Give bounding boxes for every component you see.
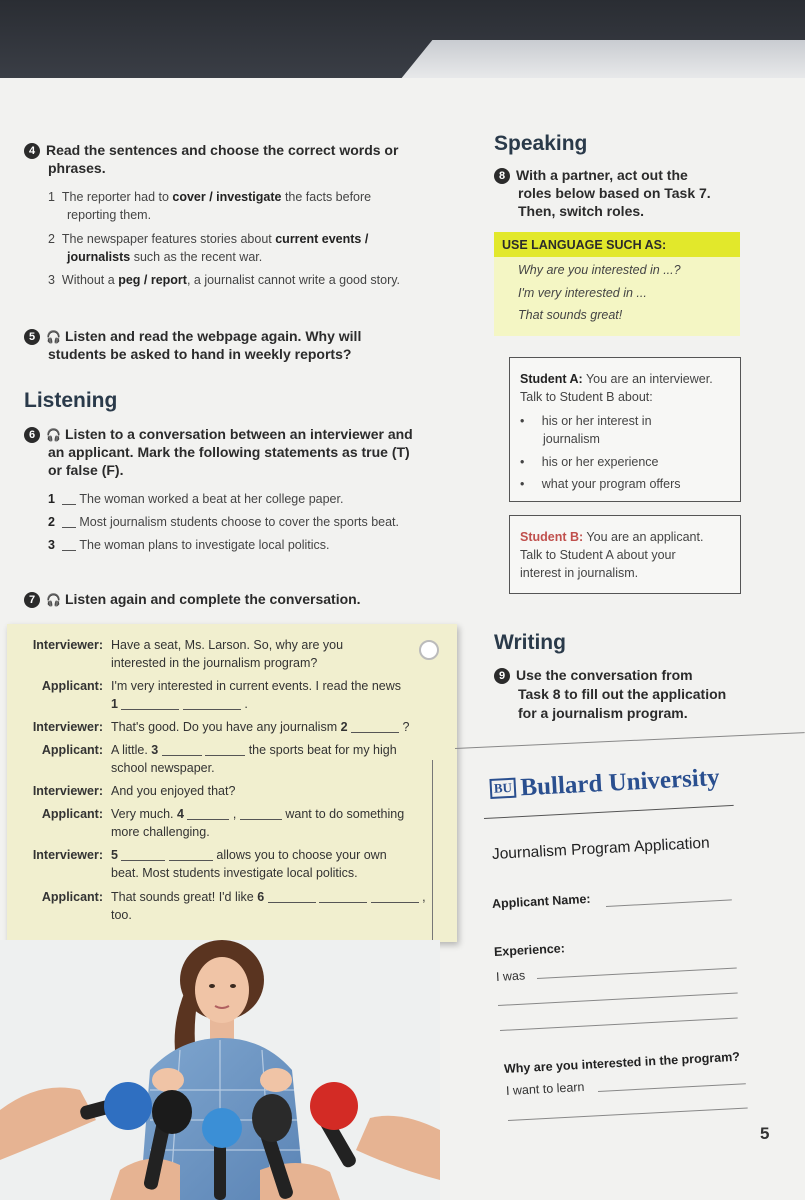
bullet-icon: • — [520, 455, 525, 469]
task8-line3: Then, switch roles. — [518, 203, 645, 219]
task6-line2: an applicant. Mark the following statements as true (T) — [48, 444, 410, 460]
page-fold — [400, 40, 805, 80]
form-title: Journalism Program Application — [491, 834, 711, 863]
mic-handle — [214, 1140, 226, 1200]
statement-1[interactable]: 1 The woman worked a beat at her college paper. — [48, 492, 344, 506]
task4-item-2-line2: journalists such as the recent war. — [67, 250, 263, 264]
task6-number: 6 — [24, 427, 40, 443]
experience-start: I was — [495, 968, 526, 984]
listening-heading: Listening — [24, 389, 118, 412]
headphones-icon: 🎧 — [46, 428, 61, 442]
speaker-applicant: Applicant: — [41, 679, 103, 693]
language-box-title: USE LANGUAGE SUCH AS: — [502, 238, 667, 252]
speaker-interviewer: Interviewer: — [32, 638, 103, 652]
language-box — [494, 232, 740, 336]
speaking-heading: Speaking — [494, 132, 588, 155]
microphone-blue-icon — [104, 1082, 152, 1130]
task9-number: 9 — [494, 668, 510, 684]
task8-line2: roles below based on Task 7. — [518, 185, 711, 201]
student-b-box: Student B: You are an applicant. Talk to Student A about your interest in journalism. — [509, 515, 741, 594]
conv-line: too. — [111, 908, 132, 922]
eye-right — [230, 984, 236, 988]
task4-instruction: 4 Read the sentences and choose the correct words or — [24, 141, 398, 160]
why-start: I want to learn — [505, 1079, 585, 1098]
microphone-lightblue-icon — [202, 1108, 242, 1148]
task7-instruction: 7 🎧 Listen again and complete the conversation. — [24, 590, 361, 610]
speaker-interviewer: Interviewer: — [32, 720, 103, 734]
conv-line: interested in the journalism program? — [111, 656, 318, 670]
task7-number: 7 — [24, 592, 40, 608]
task6-instruction: 6 🎧 Listen to a conversation between an interviewer and — [24, 425, 413, 445]
blank-1[interactable]: 1 . — [111, 697, 248, 711]
task9-instruction: 9 Use the conversation from — [494, 666, 693, 685]
task8-instruction: 8 With a partner, act out the — [494, 166, 688, 185]
blank-6[interactable]: That sounds great! I'd like 6 , — [111, 890, 426, 904]
bu-logo-icon: BU — [489, 778, 516, 799]
face — [195, 957, 249, 1023]
university-name: Bullard University — [519, 763, 721, 802]
top-dark-band — [0, 0, 805, 80]
task6-line3: or false (F). — [48, 462, 124, 478]
conv-line: And you enjoyed that? — [111, 784, 236, 798]
hand-left — [152, 1068, 184, 1092]
task4-item-2: 2 The newspaper features stories about current events / — [48, 232, 369, 246]
speaker-interviewer: Interviewer: — [32, 848, 103, 862]
task4-instruction-line2: phrases. — [48, 160, 106, 176]
applicant-name-label: Applicant Name: — [491, 891, 591, 911]
student-a-box: Student A: You are an interviewer. Talk to Student B about: • his or her interest in journalism • his or her experience • what your program offers — [509, 357, 741, 502]
headphones-icon: 🎧 — [46, 593, 61, 607]
task5-number: 5 — [24, 329, 40, 345]
conv-line: school newspaper. — [111, 761, 215, 775]
note-hole-icon — [419, 640, 439, 660]
blank-5[interactable]: 5 allows you to choose your own — [111, 848, 387, 862]
speaker-applicant: Applicant: — [41, 743, 103, 757]
experience-label: Experience: — [493, 941, 566, 959]
press-interview-photo — [0, 940, 440, 1200]
speaker-applicant: Applicant: — [41, 890, 103, 904]
task4-item-1: 1 The reporter had to cover / investigate the facts before — [48, 190, 372, 204]
conv-line: Have a seat, Ms. Larson. So, why are you — [111, 638, 344, 652]
task9-line3: for a journalism program. — [518, 705, 688, 721]
task5-instruction-line2: students be asked to hand in weekly reports? — [48, 346, 352, 362]
why-label: Why are you interested in the program? — [503, 1049, 741, 1076]
phrase: I'm very interested in ... — [518, 286, 647, 300]
blank-3[interactable]: A little. 3 the sports beat for my high — [111, 743, 397, 757]
conversation-note — [7, 624, 457, 942]
hand-right — [260, 1068, 292, 1092]
task4-item-3: 3 Without a peg / report, a journalist cannot write a good story. — [48, 273, 401, 287]
blank-4[interactable]: Very much. 4 , want to do something — [111, 807, 405, 821]
conv-line: I'm very interested in current events. I read the news — [111, 679, 402, 693]
conv-line: beat. Most students investigate local politics. — [111, 866, 358, 880]
statement-2[interactable]: 2 Most journalism students choose to cover the sports beat. — [48, 515, 399, 529]
microphone-black-icon — [152, 1090, 192, 1134]
speaker-applicant: Applicant: — [41, 807, 103, 821]
task8-number: 8 — [494, 168, 510, 184]
microphone-red-icon — [310, 1082, 358, 1130]
phrase: That sounds great! — [518, 308, 623, 322]
page-number: 5 — [760, 1124, 770, 1143]
speaker-interviewer: Interviewer: — [32, 784, 103, 798]
writing-heading: Writing — [494, 631, 566, 654]
conv-line: more challenging. — [111, 825, 210, 839]
task9-line2: Task 8 to fill out the application — [518, 686, 727, 702]
phrase: Why are you interested in ...? — [518, 263, 681, 277]
bullet-icon: • — [520, 477, 525, 491]
task4-item-1-line2: reporting them. — [67, 208, 152, 222]
task4-number: 4 — [24, 143, 40, 159]
bullet-icon: • — [520, 414, 525, 428]
task5-instruction: 5 🎧 Listen and read the webpage again. Why will — [24, 327, 361, 347]
microphone-black-2-icon — [252, 1094, 292, 1142]
eye-left — [209, 984, 215, 988]
blank-2[interactable]: That's good. Do you have any journalism 2 ? — [111, 720, 410, 734]
statement-3[interactable]: 3 The woman plans to investigate local politics. — [48, 538, 330, 552]
headphones-icon: 🎧 — [46, 330, 61, 344]
